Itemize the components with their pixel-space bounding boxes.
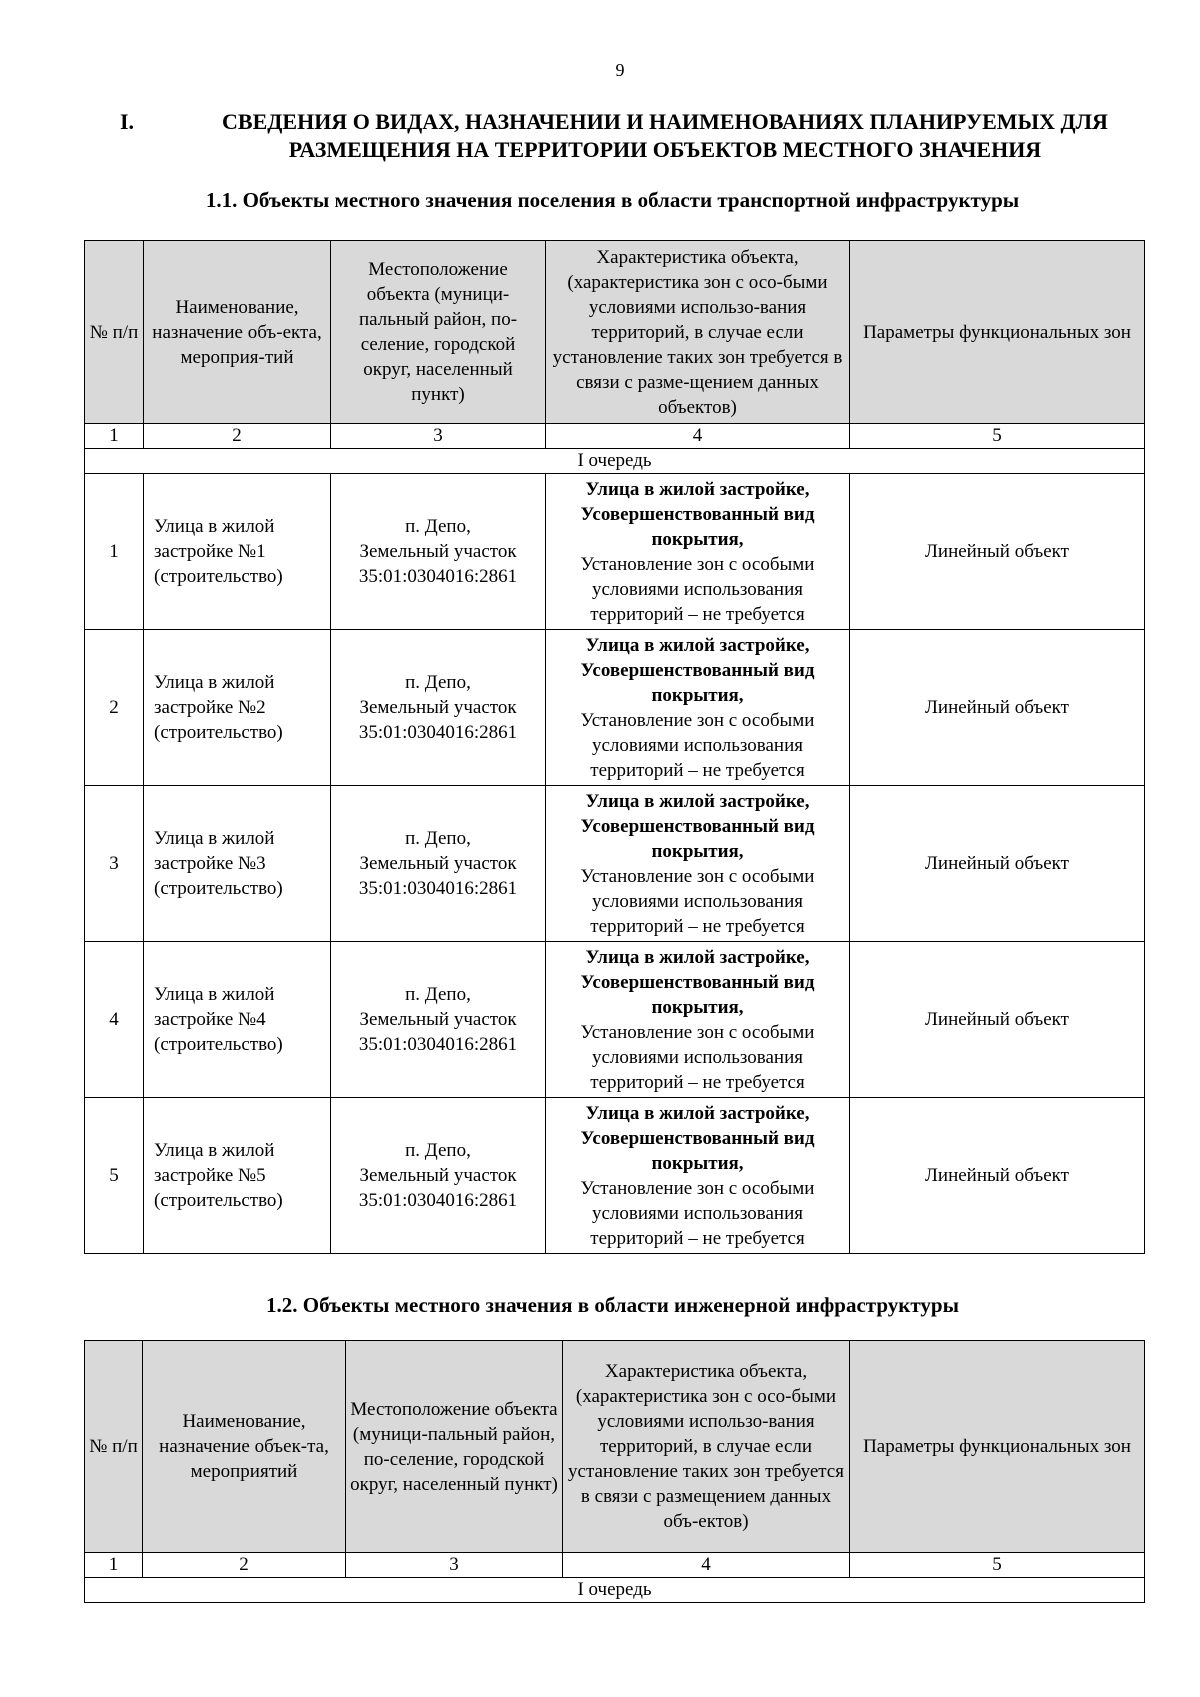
location-settlement: п. Депо,	[405, 828, 471, 849]
location-settlement: п. Депо,	[405, 1140, 471, 1161]
table-row	[85, 942, 1145, 1098]
characteristics-text: Установление зон с особыми условиями использования территорий – не требуется	[580, 1021, 815, 1093]
table-row	[85, 474, 1145, 630]
index-cell: 4	[546, 424, 850, 449]
engineering-table	[84, 1340, 1145, 1603]
header-cell: Местоположение объекта (муници-пальный район, по-селение, городской округ, населенный пункт)	[346, 1341, 563, 1553]
table-row	[85, 1098, 1145, 1254]
row-number: 2	[85, 630, 144, 786]
object-name: Улица в жилой застройке №5 (строительство)	[144, 1098, 331, 1254]
zone-parameters: Линейный объект	[850, 942, 1145, 1098]
index-cell: 2	[144, 424, 331, 449]
row-number: 3	[85, 786, 144, 942]
stage-label: I очередь	[85, 1578, 1145, 1603]
characteristics-bold: Улица в жилой застройке, Усовершенствованный вид покрытия,	[580, 1102, 815, 1174]
index-cell: 4	[563, 1553, 850, 1578]
object-location	[331, 786, 546, 942]
section-title: СВЕДЕНИЯ О ВИДАХ, НАЗНАЧЕНИИ И НАИМЕНОВАНИЯХ ПЛАНИРУЕМЫХ ДЛЯ РАЗМЕЩЕНИЯ НА ТЕРРИТОРИИ ОБЪЕКТОВ МЕСТНОГО ЗНАЧЕНИЯ	[222, 109, 1108, 162]
object-name: Улица в жилой застройке №4 (строительство)	[144, 942, 331, 1098]
object-characteristics	[546, 786, 850, 942]
header-cell: Наименование, назначение объ-екта, мероприя-тий	[144, 241, 331, 424]
header-cell: № п/п	[85, 241, 144, 424]
zone-parameters: Линейный объект	[850, 1098, 1145, 1254]
section-heading	[120, 108, 1130, 164]
zone-parameters: Линейный объект	[850, 630, 1145, 786]
column-index-row	[85, 1553, 1145, 1578]
zone-parameters: Линейный объект	[850, 474, 1145, 630]
table1-heading: 1.1. Объекты местного значения поселения в области транспортной инфраструктуры	[205, 188, 1020, 212]
row-number: 1	[85, 474, 144, 630]
zone-parameters: Линейный объект	[850, 786, 1145, 942]
header-cell: Параметры функциональных зон	[850, 241, 1145, 424]
location-settlement: п. Депо,	[405, 672, 471, 693]
location-parcel: Земельный участок 35:01:0304016:2861	[358, 1009, 518, 1055]
characteristics-bold: Улица в жилой застройке, Усовершенствованный вид покрытия,	[580, 790, 815, 862]
stage-label: I очередь	[85, 449, 1145, 474]
object-characteristics	[546, 630, 850, 786]
transport-table	[84, 240, 1145, 1254]
characteristics-text: Установление зон с особыми условиями использования территорий – не требуется	[580, 709, 815, 781]
object-characteristics	[546, 942, 850, 1098]
index-cell: 1	[85, 1553, 143, 1578]
row-number: 5	[85, 1098, 144, 1254]
page-number: 9	[615, 60, 625, 80]
location-parcel: Земельный участок 35:01:0304016:2861	[358, 853, 518, 899]
header-cell: Характеристика объекта, (характеристика зон с осо-быми условиями использо-вания территорий, в случае если установление таких зон требуется в связи с разме-щением данных объектов)	[546, 241, 850, 424]
location-parcel: Земельный участок 35:01:0304016:2861	[358, 1165, 518, 1211]
characteristics-text: Установление зон с особыми условиями использования территорий – не требуется	[580, 553, 815, 625]
index-cell: 2	[143, 1553, 346, 1578]
index-cell: 1	[85, 424, 144, 449]
index-cell: 5	[850, 1553, 1145, 1578]
object-name: Улица в жилой застройке №3 (строительство)	[144, 786, 331, 942]
table-row	[85, 630, 1145, 786]
object-location	[331, 474, 546, 630]
index-cell: 3	[346, 1553, 563, 1578]
location-settlement: п. Депо,	[405, 984, 471, 1005]
object-location	[331, 942, 546, 1098]
characteristics-bold: Улица в жилой застройке, Усовершенствованный вид покрытия,	[580, 946, 815, 1018]
stage-row	[85, 449, 1145, 474]
header-cell: Наименование, назначение объек-та, мероприятий	[143, 1341, 346, 1553]
header-cell: № п/п	[85, 1341, 143, 1553]
header-cell: Параметры функциональных зон	[850, 1341, 1145, 1553]
header-cell: Характеристика объекта, (характеристика зон с осо-быми условиями использо-вания территорий, в случае если установление таких зон требуется в связи с размещением данных объ-ектов)	[563, 1341, 850, 1553]
object-characteristics	[546, 1098, 850, 1254]
object-name: Улица в жилой застройке №1 (строительство)	[144, 474, 331, 630]
section-number: I.	[120, 109, 135, 134]
location-parcel: Земельный участок 35:01:0304016:2861	[358, 697, 518, 743]
object-location	[331, 1098, 546, 1254]
stage-row	[85, 1578, 1145, 1603]
characteristics-bold: Улица в жилой застройке, Усовершенствованный вид покрытия,	[580, 478, 815, 550]
characteristics-text: Установление зон с особыми условиями использования территорий – не требуется	[580, 1177, 815, 1249]
object-location	[331, 630, 546, 786]
table2-heading: 1.2. Объекты местного значения в области инженерной инфраструктуры	[265, 1293, 959, 1317]
table-row	[85, 786, 1145, 942]
index-cell: 3	[331, 424, 546, 449]
column-index-row	[85, 424, 1145, 449]
table-body	[85, 474, 1145, 1254]
header-cell: Местоположение объекта (муници-пальный район, по-селение, городской округ, населенный пункт)	[331, 241, 546, 424]
characteristics-text: Установление зон с особыми условиями использования территорий – не требуется	[580, 865, 815, 937]
header-row	[85, 241, 1145, 424]
characteristics-bold: Улица в жилой застройке, Усовершенствованный вид покрытия,	[580, 634, 815, 706]
location-parcel: Земельный участок 35:01:0304016:2861	[358, 541, 518, 587]
object-characteristics	[546, 474, 850, 630]
location-settlement: п. Депо,	[405, 516, 471, 537]
row-number: 4	[85, 942, 144, 1098]
object-name: Улица в жилой застройке №2 (строительство)	[144, 630, 331, 786]
header-row	[85, 1341, 1145, 1553]
index-cell: 5	[850, 424, 1145, 449]
